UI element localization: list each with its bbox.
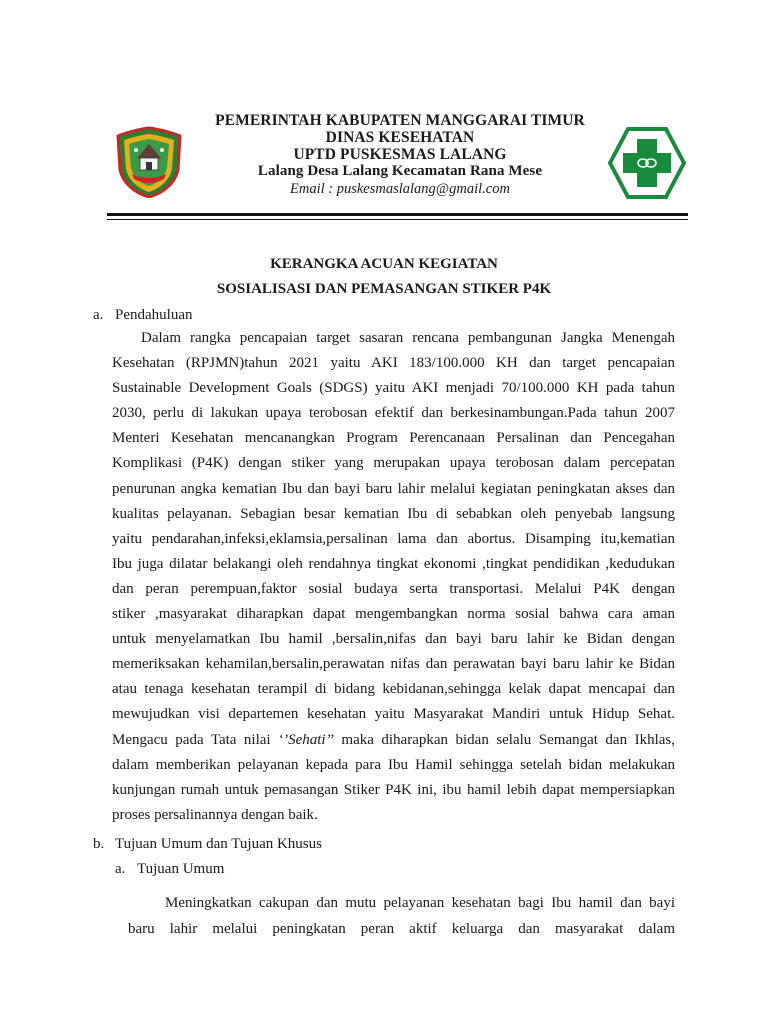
- letterhead-divider-thin: [107, 219, 688, 220]
- letterhead-puskesmas: UPTD PUSKESMAS LALANG: [293, 146, 507, 163]
- letterhead-address: Lalang Desa Lalang Kecamatan Rana Mese: [257, 163, 543, 179]
- paragraph-line: memeriksakan kehamilan,bersalin,perawatan nifas dan perawatan bayi baru lahir ke Bidan: [112, 656, 675, 673]
- section-a-marker: a.: [93, 307, 104, 323]
- subsection-title: Tujuan Umum: [137, 861, 225, 877]
- letterhead-text: [190, 112, 610, 198]
- subsection-marker: a.: [115, 861, 126, 877]
- regency-coat-of-arms-icon: [114, 126, 184, 198]
- section-b-title: Tujuan Umum dan Tujuan Khusus: [115, 836, 322, 852]
- text-run: Mengacu pada Tata nilai: [112, 731, 279, 748]
- paragraph-line: Dalam rangka pencapaian target sasaran rencana pembangunan Jangka Menengah: [141, 330, 675, 346]
- paragraph-line: proses persalinannya dengan baik.: [112, 806, 318, 823]
- paragraph-line: 2030, perlu di lakukan upaya terobosan efektif dan berkesinambungan.Pada tahun 2007: [112, 405, 675, 422]
- paragraph-line: Sustainable Development Goals (SDGS) yaitu AKI menjadi 70/100.000 KH pada tahun: [112, 380, 675, 397]
- paragraph-line: baru lahir melalui peningkatan peran aktif keluarga dan masyarakat dalam: [128, 921, 675, 937]
- sehati-term: ‘’Sehati’’: [278, 731, 334, 748]
- paragraph-line: Meningkatkan cakupan dan mutu pelayanan kesehatan bagi Ibu hamil dan bayi: [165, 895, 675, 911]
- section-a-heading: [93, 306, 192, 324]
- paragraph-line: atau tenaga kesehatan terampil di bidang kebidanan,sehingga kelak dapat mencapai dan: [112, 681, 675, 698]
- letterhead-department: DINAS KESEHATAN: [325, 129, 475, 146]
- paragraph-line: Komplikasi (P4K) dengan stiker yang merupakan upaya terobosan dalam percepatan: [112, 455, 675, 472]
- paragraph-line: [112, 728, 675, 753]
- paragraph-line: Kesehatan (RPJMN)tahun 2021 yaitu AKI 183/100.000 KH dan target pencapaian: [112, 355, 675, 372]
- document-title: KERANGKA ACUAN KEGIATAN: [270, 256, 498, 272]
- paragraph-line: mewujudkan visi departemen kesehatan yaitu Masyarakat Mandiri untuk Hidup Sehat.: [112, 706, 675, 723]
- paragraph-line: kunjungan rumah untuk pemasangan Stiker P4K ini, ibu hamil lebih dapat mempersiapkan: [112, 781, 675, 798]
- paragraph-line: kualitas pelayanan. Sebagian besar kematian Ibu di sebabkan oleh penyebab langsung: [112, 505, 675, 522]
- document-subtitle: SOSIALISASI DAN PEMASANGAN STIKER P4K: [216, 281, 552, 297]
- letterhead-government: PEMERINTAH KABUPATEN MANGGARAI TIMUR: [215, 112, 585, 129]
- letterhead-email: Email : puskesmaslalang@gmail.com: [290, 181, 510, 197]
- paragraph-line: yaitu pendarahan,infeksi,eklamsia,persalinan lama dan abortus. Disamping itu,kematian: [112, 530, 675, 547]
- puskesmas-logo-icon: [608, 127, 686, 199]
- text-run: maka diharapkan bidan selalu Semangat dan Ikhlas,: [333, 731, 675, 748]
- section-a-title: Pendahuluan: [115, 307, 193, 323]
- section-b-marker: b.: [93, 836, 105, 852]
- paragraph-line: dalam memberikan pelayanan kepada para Ibu Hamil sehingga setelah bidan melakukan: [112, 756, 675, 773]
- paragraph-line: penurunan angka kematian Ibu dan bayi baru lahir melalui kegiatan peningkatan akses dan: [112, 480, 675, 497]
- paragraph-line: stiker ,masyarakat diharapkan dapat mengembangkan norma sosial bahwa cara aman: [112, 606, 675, 623]
- section-a-paragraph: [112, 326, 675, 828]
- paragraph-line: untuk menyelamatkan Ibu hamil ,bersalin,nifas dan bayi baru lahir ke Bidan dengan: [112, 631, 675, 648]
- letterhead-divider-thick: [107, 213, 688, 216]
- paragraph-line: Menteri Kesehatan mencanangkan Program Perencanaan Persalinan dan Pencegahan: [112, 430, 675, 447]
- paragraph-line: dan peran perempuan,faktor sosial budaya serta transportasi. Melalui P4K dengan: [112, 580, 675, 597]
- tujuan-umum-paragraph: [128, 890, 675, 942]
- section-b-heading: [93, 835, 322, 853]
- subsection-tujuan-umum-heading: [115, 860, 224, 878]
- paragraph-line: Ibu juga dilatar belakangi oleh rendahnya tingkat ekonomi ,tingkat pendidikan ,kedudukan: [112, 555, 675, 572]
